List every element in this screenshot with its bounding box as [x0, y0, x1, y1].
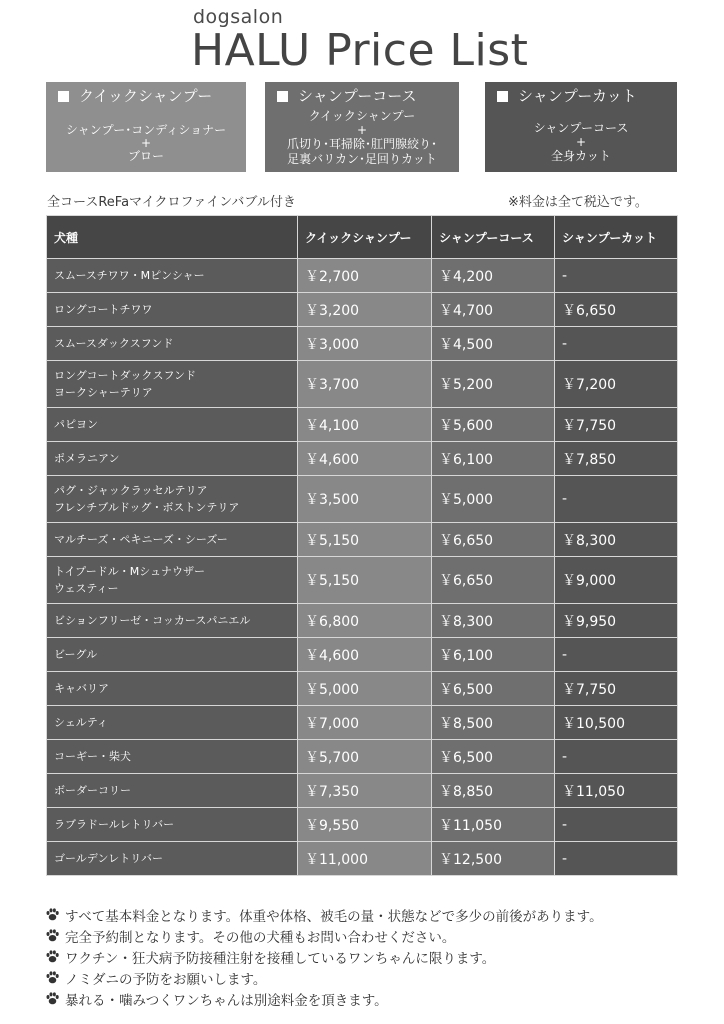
table-row — [47, 327, 678, 361]
price-table — [46, 215, 678, 876]
paw-icon — [45, 970, 60, 985]
footnote-text: ワクチン・狂犬病予防接種注射を接種しているワンちゃんに限ります。 — [65, 950, 496, 967]
brand-subtitle: dogsalon — [193, 6, 284, 28]
price-quick: ￥2,700 — [298, 259, 432, 293]
price-course: ￥6,650 — [432, 557, 555, 604]
course-desc-line: シャンプー･コンディショナー — [65, 123, 227, 137]
price-course: ￥6,500 — [432, 672, 555, 706]
price-quick: ￥11,000 — [298, 842, 432, 876]
course-desc-line: ブロー — [127, 149, 164, 163]
price-cut: ￥7,200 — [555, 361, 678, 408]
footnote-text: すべて基本料金となります。体重や体格、被毛の量・状態などで多少の前後があります。 — [65, 908, 603, 925]
course-name: クイックシャンプー — [79, 87, 213, 105]
header-breed: 犬種 — [47, 216, 298, 259]
course-name: シャンプーカット — [518, 87, 637, 105]
footnotes — [45, 904, 603, 1009]
header-quick-shampoo: クイックシャンプー — [298, 216, 432, 259]
table-row — [47, 523, 678, 557]
table-header-row — [47, 216, 678, 259]
square-bullet-icon — [58, 91, 69, 102]
breed-cell: ポメラニアン — [47, 442, 298, 476]
table-row — [47, 557, 678, 604]
footnote-item — [45, 946, 603, 967]
price-quick: ￥5,150 — [298, 523, 432, 557]
price-cut: ￥7,750 — [555, 672, 678, 706]
price-quick: ￥6,800 — [298, 604, 432, 638]
price-quick: ￥5,150 — [298, 557, 432, 604]
price-course: ￥8,500 — [432, 706, 555, 740]
table-row — [47, 842, 678, 876]
price-course: ￥5,600 — [432, 408, 555, 442]
breed-cell: マルチーズ・ペキニーズ・シーズー — [47, 523, 298, 557]
price-quick: ￥5,000 — [298, 672, 432, 706]
course-desc-line: 足裏バリカン･足回りカット — [287, 152, 437, 166]
table-row — [47, 293, 678, 327]
paw-icon — [45, 928, 60, 943]
breed-cell: ロングコートダックスフンド ヨークシャーテリア — [47, 361, 298, 408]
table-row — [47, 774, 678, 808]
price-course: ￥4,200 — [432, 259, 555, 293]
price-quick: ￥3,200 — [298, 293, 432, 327]
price-cut: - — [555, 476, 678, 523]
price-cut: - — [555, 259, 678, 293]
paw-icon — [45, 907, 60, 922]
price-course: ￥5,000 — [432, 476, 555, 523]
price-quick: ￥5,700 — [298, 740, 432, 774]
breed-cell: ボーダーコリー — [47, 774, 298, 808]
price-course: ￥6,100 — [432, 638, 555, 672]
price-quick: ￥7,350 — [298, 774, 432, 808]
footnote-text: ノミダニの予防をお願いします。 — [65, 971, 267, 988]
price-cut: ￥10,500 — [555, 706, 678, 740]
breed-cell: スムースチワワ・Mピンシャー — [47, 259, 298, 293]
breed-cell: パグ・ジャックラッセルテリア フレンチブルドッグ・ボストンテリア — [47, 476, 298, 523]
course-box-quick-shampoo — [46, 82, 246, 172]
price-course: ￥11,050 — [432, 808, 555, 842]
paw-icon — [45, 949, 60, 964]
square-bullet-icon — [497, 91, 508, 102]
square-bullet-icon — [277, 91, 288, 102]
breed-cell: ゴールデンレトリバー — [47, 842, 298, 876]
price-course: ￥6,650 — [432, 523, 555, 557]
price-cut: ￥7,750 — [555, 408, 678, 442]
price-quick: ￥3,700 — [298, 361, 432, 408]
price-cut: - — [555, 842, 678, 876]
footnote-item — [45, 988, 603, 1009]
table-row — [47, 259, 678, 293]
breed-cell: コーギー・柴犬 — [47, 740, 298, 774]
paw-icon — [45, 991, 60, 1006]
price-cut: ￥6,650 — [555, 293, 678, 327]
price-cut: - — [555, 327, 678, 361]
price-course: ￥12,500 — [432, 842, 555, 876]
refa-note: 全コースReFaマイクロファインバブル付き — [47, 195, 296, 210]
breed-cell: パピヨン — [47, 408, 298, 442]
price-cut: - — [555, 740, 678, 774]
price-quick: ￥4,100 — [298, 408, 432, 442]
price-cut: ￥8,300 — [555, 523, 678, 557]
footnote-item — [45, 904, 603, 925]
table-row — [47, 604, 678, 638]
table-row — [47, 672, 678, 706]
footnote-item — [45, 967, 603, 988]
course-name: シャンプーコース — [298, 87, 417, 105]
price-quick: ￥9,550 — [298, 808, 432, 842]
footnote-text: 暴れる・噛みつくワンちゃんは別途料金を頂きます。 — [65, 992, 388, 1009]
table-row — [47, 408, 678, 442]
price-quick: ￥3,000 — [298, 327, 432, 361]
course-box-shampoo-cut — [485, 82, 677, 172]
table-row — [47, 442, 678, 476]
breed-cell: ロングコートチワワ — [47, 293, 298, 327]
breed-cell: ビションフリーゼ・コッカースパニエル — [47, 604, 298, 638]
course-desc-line: クイックシャンプー — [308, 109, 416, 123]
course-desc-line: 全身カット — [551, 149, 611, 163]
price-quick: ￥7,000 — [298, 706, 432, 740]
table-row — [47, 706, 678, 740]
price-cut: ￥11,050 — [555, 774, 678, 808]
footnote-item — [45, 925, 603, 946]
breed-cell: トイプードル・Mシュナウザー ウェスティー — [47, 557, 298, 604]
price-course: ￥4,500 — [432, 327, 555, 361]
price-course: ￥6,500 — [432, 740, 555, 774]
price-cut: ￥9,000 — [555, 557, 678, 604]
page-title: HALU Price List — [191, 25, 529, 76]
table-row — [47, 361, 678, 408]
header-shampoo-cut: シャンプーカット — [555, 216, 678, 259]
table-row — [47, 476, 678, 523]
course-desc-plus: + — [575, 135, 587, 149]
price-quick: ￥3,500 — [298, 476, 432, 523]
course-desc-plus: + — [356, 123, 368, 137]
price-quick: ￥4,600 — [298, 638, 432, 672]
breed-cell: ビーグル — [47, 638, 298, 672]
breed-cell: ラブラドールレトリバー — [47, 808, 298, 842]
footnote-text: 完全予約制となります。その他の犬種もお問い合わせください。 — [65, 929, 456, 946]
tax-note: ※料金は全て税込です。 — [508, 195, 648, 210]
table-row — [47, 808, 678, 842]
price-course: ￥4,700 — [432, 293, 555, 327]
price-course: ￥5,200 — [432, 361, 555, 408]
price-quick: ￥4,600 — [298, 442, 432, 476]
price-course: ￥8,850 — [432, 774, 555, 808]
course-desc-line: 爪切り･耳掃除･肛門腺絞り･ — [286, 137, 437, 151]
course-desc-line: シャンプーコース — [533, 121, 629, 135]
table-row — [47, 740, 678, 774]
price-cut: - — [555, 638, 678, 672]
price-cut: ￥7,850 — [555, 442, 678, 476]
breed-cell: シェルティ — [47, 706, 298, 740]
course-desc-plus: + — [140, 136, 152, 150]
breed-cell: スムースダックスフンド — [47, 327, 298, 361]
price-course: ￥6,100 — [432, 442, 555, 476]
table-row — [47, 638, 678, 672]
price-course: ￥8,300 — [432, 604, 555, 638]
course-box-shampoo-course — [265, 82, 459, 172]
price-cut: - — [555, 808, 678, 842]
price-cut: ￥9,950 — [555, 604, 678, 638]
breed-cell: キャバリア — [47, 672, 298, 706]
header-shampoo-course: シャンプーコース — [432, 216, 555, 259]
